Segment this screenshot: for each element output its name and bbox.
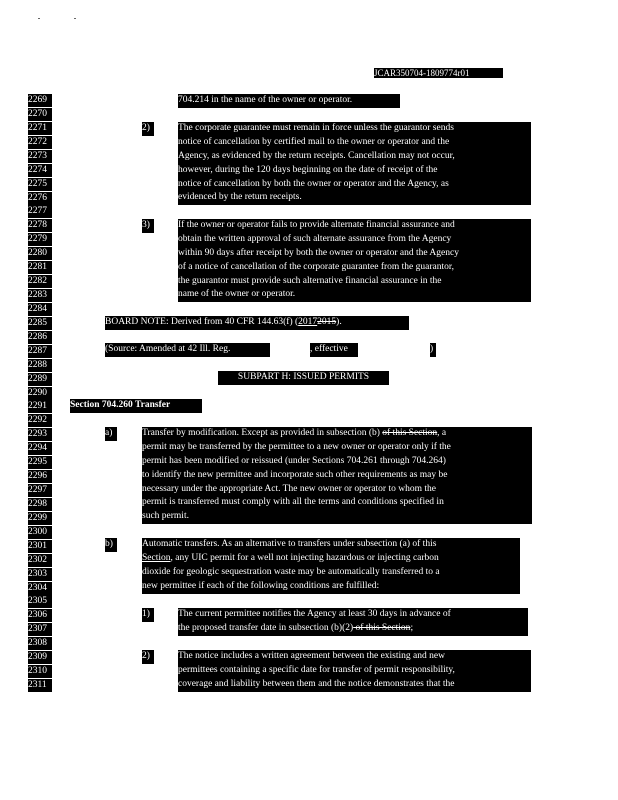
section-title: Section 704.260 Transfer xyxy=(70,399,202,413)
text-line: name of the owner or operator. xyxy=(178,289,296,300)
line-number: 2303 xyxy=(28,568,52,581)
line-number: 2271 xyxy=(28,122,52,135)
line-number: 2287 xyxy=(28,345,52,358)
text-line: permittees containing a specific date for transfer of permit responsibility, xyxy=(178,664,455,675)
line-number: 2277 xyxy=(28,205,52,218)
line-number: 2300 xyxy=(28,526,52,539)
line-number: 2288 xyxy=(28,359,52,372)
line-number: 2280 xyxy=(28,247,52,260)
text-line: Agency, as evidenced by the return receipts. Cancellation may not occur, xyxy=(178,150,455,161)
line-number: 2308 xyxy=(28,637,52,650)
scan-mark xyxy=(74,18,76,19)
subparagraph-2-label: 2) xyxy=(142,650,154,664)
line-number: 2305 xyxy=(28,595,52,608)
text-line: notice of cancellation by both the owner or operator and the Agency, as xyxy=(178,178,449,189)
line-number: 2304 xyxy=(28,582,52,595)
line-number: 2282 xyxy=(28,275,52,288)
text-line: within 90 days after receipt by both the owner or operator and the Agency xyxy=(178,247,459,258)
subparagraph-1-label: 1) xyxy=(142,608,154,622)
scan-mark xyxy=(38,18,40,19)
text-line: coverage and liability between them and the notice demonstrates that the xyxy=(178,678,455,689)
subparagraph-2-text xyxy=(178,650,531,692)
line-number: 2306 xyxy=(28,609,52,622)
line-number: 2283 xyxy=(28,289,52,302)
text-line: permit has been modified or reissued (under Sections 704.261 through 704.264) xyxy=(142,455,446,466)
line-number: 2281 xyxy=(28,261,52,274)
line-number: 2290 xyxy=(28,387,52,400)
text-line: If the owner or operator fails to provide alternate financial assurance and xyxy=(178,220,455,230)
source-note-suffix: ) xyxy=(430,343,436,357)
source-note-middle: , effective xyxy=(310,343,358,357)
line-number: 2270 xyxy=(28,108,52,121)
line-number: 2297 xyxy=(28,484,52,497)
line-number: 2285 xyxy=(28,317,52,330)
document-id-header: JCAR350704-1809774r01 xyxy=(374,68,503,78)
line-number: 2294 xyxy=(28,442,52,455)
text-line: evidenced by the return receipts. xyxy=(178,192,302,203)
line-number: 2299 xyxy=(28,512,52,525)
line-number: 2311 xyxy=(28,679,52,692)
line-number: 2278 xyxy=(28,219,52,232)
text-line: however, during the 120 days beginning on the date of receipt of the xyxy=(178,164,438,175)
line-number: 2302 xyxy=(28,554,52,567)
text-line: the guarantor must provide such alternative financial assurance in the xyxy=(178,275,442,286)
item-2-label: 2) xyxy=(142,122,154,136)
text-line: permit is transferred must comply with all the terms and conditions specified in xyxy=(142,497,444,508)
line-number: 2272 xyxy=(28,136,52,149)
text-line: The corporate guarantee must remain in force unless the guarantor sends xyxy=(178,123,454,133)
line-number: 2284 xyxy=(28,303,52,316)
text-line: new permittee if each of the following conditions are fulfilled: xyxy=(142,580,380,591)
text-line: necessary under the appropriate Act. The new owner or operator to whom the xyxy=(142,483,436,494)
text-line: The notice includes a written agreement between the existing and new xyxy=(178,651,445,661)
text-line: to identify the new permittee and incorporate such other requirements as may be xyxy=(142,469,448,480)
source-note-prefix: (Source: Amended at 42 Ill. Reg. xyxy=(105,343,270,357)
text-line: such permit. xyxy=(142,511,189,522)
text-line: permit may be transferred by the permittee to a new owner or operator only if the xyxy=(142,441,451,452)
subpart-title: SUBPART H: ISSUED PERMITS xyxy=(218,371,389,385)
line-number: 2307 xyxy=(28,623,52,636)
line-number: 2295 xyxy=(28,456,52,469)
line-number: 2292 xyxy=(28,414,52,427)
item-3-label: 3) xyxy=(142,219,154,233)
line-number: 2293 xyxy=(28,428,52,441)
text-line: obtain the written approval of such alternate assurance from the Agency xyxy=(178,233,452,244)
line-number: 2273 xyxy=(28,150,52,163)
line-number: 2269 xyxy=(28,94,52,107)
subparagraph-1-text: The current permittee notifies the Agency at least 30 days in advance of the proposed transfer date in subsection (b)(2) of this Section; xyxy=(178,608,528,636)
line-number: 2301 xyxy=(28,540,52,553)
line-number: 2286 xyxy=(28,331,52,344)
line-number: 2274 xyxy=(28,164,52,177)
paragraph-a-text: Transfer by modification. Except as provided in subsection (b) of this Section, a permit may be transferred by the permittee to a new owner or operator only if the permit has been modified or reissued (under Sections 704.261 through 704.264) to identify the new permittee and incorporate such other requirements as may be necessary under the appropriate Act. The new owner or operator to whom the permit is transferred must comply with all the terms and conditions specified in such permit. xyxy=(142,427,532,524)
item-2-text xyxy=(178,122,531,205)
text-line: of a notice of cancellation of the corporate guarantee from the guarantor, xyxy=(178,261,455,272)
line-number: 2291 xyxy=(28,400,52,413)
line-number: 2276 xyxy=(28,192,52,205)
text-line: dioxide for geologic sequestration waste may be automatically transferred to a xyxy=(142,566,440,577)
paragraph-b-text: Automatic transfers. As an alternative to transfers under subsection (a) of this Section, any UIC permit for a well not injecting hazardous or injecting carbon dioxide for geologic sequestration waste may be automatically transferred to a new permittee if each of the following conditions are fulfilled: xyxy=(142,538,520,594)
text-line: notice of cancellation by certified mail to the owner or operator and the xyxy=(178,136,450,147)
line-number: 2289 xyxy=(28,373,52,386)
line-number: 2279 xyxy=(28,233,52,246)
line-number: 2275 xyxy=(28,178,52,191)
board-note: BOARD NOTE: Derived from 40 CFR 144.63(f) (20172015). xyxy=(105,316,409,330)
line-number: 2298 xyxy=(28,498,52,511)
line-number: 2309 xyxy=(28,651,52,664)
paragraph-b-label: b) xyxy=(105,538,117,552)
line-number: 2310 xyxy=(28,665,52,678)
paragraph-a-label: a) xyxy=(105,427,117,441)
item-3-text xyxy=(178,219,531,302)
paragraph-continuation: 704.214 in the name of the owner or operator. xyxy=(178,94,400,108)
line-number: 2296 xyxy=(28,470,52,483)
